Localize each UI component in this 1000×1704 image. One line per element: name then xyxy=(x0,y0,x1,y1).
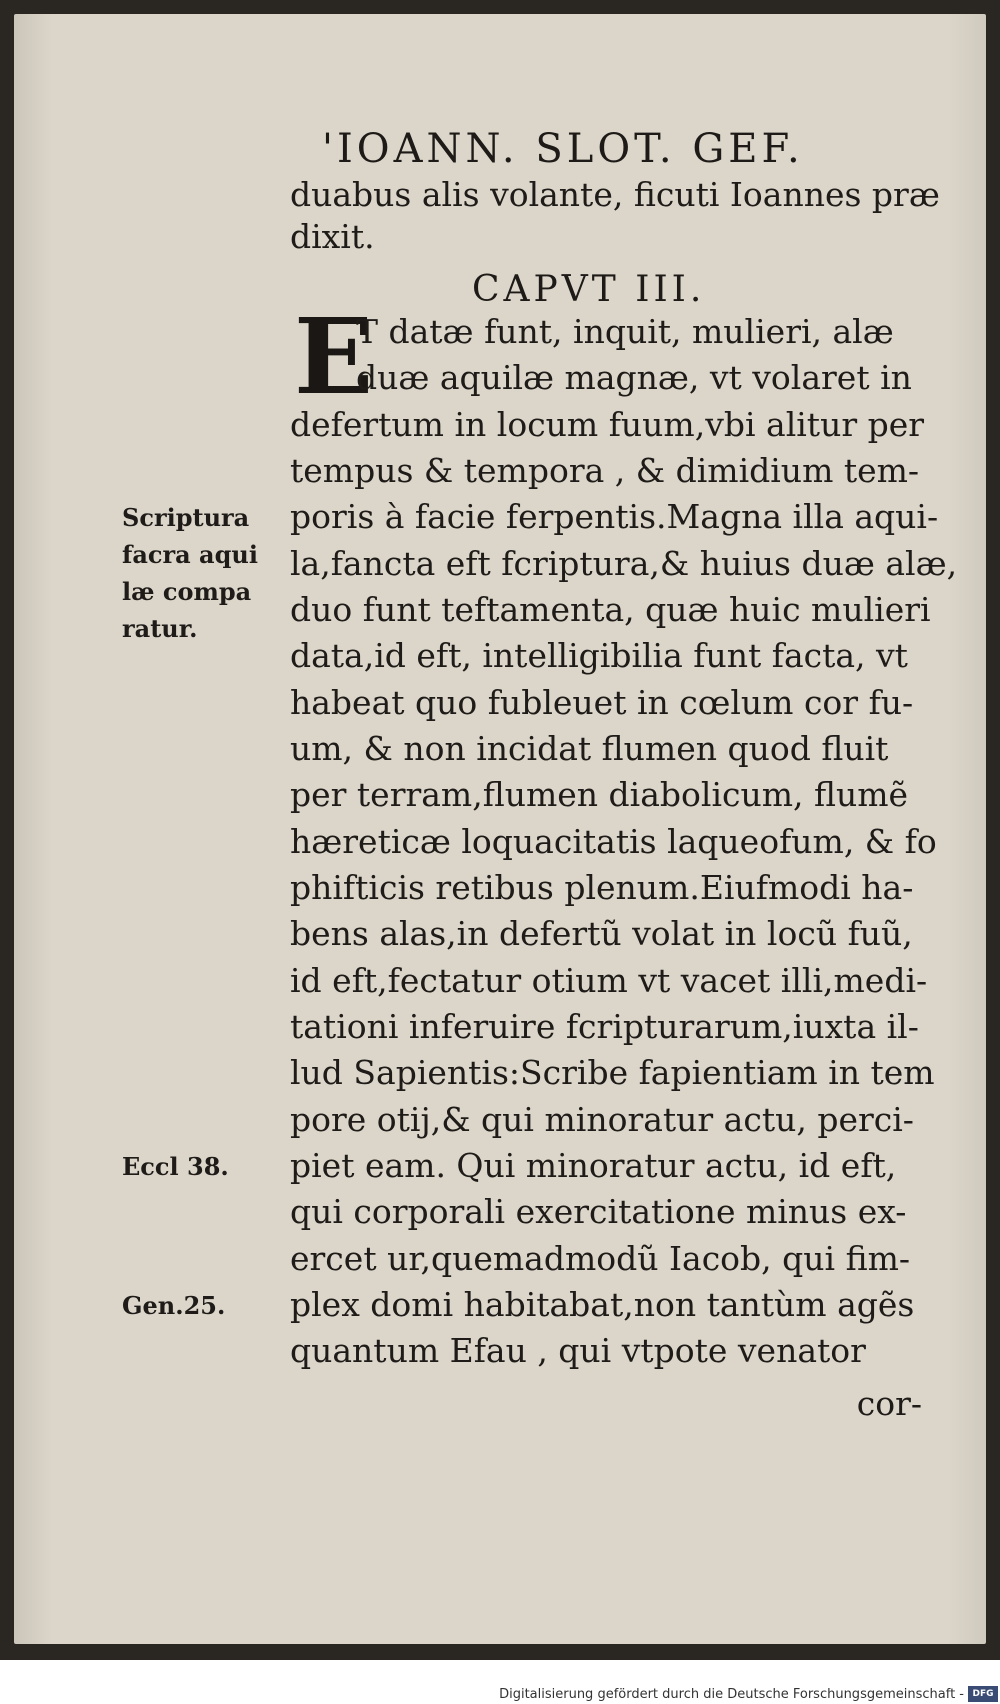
text-line-22: plex domi habitabat,non tantùm agẽs xyxy=(290,1285,915,1324)
text-line-6: la,fancta eft fcriptura,& huius duæ alæ, xyxy=(290,544,958,583)
text-line-21: ercet ur,quemadmodũ Iacob, qui fim- xyxy=(290,1239,911,1278)
text-line-3: defertum in locum fuum,vbi alitur per xyxy=(290,405,925,444)
text-line-12: hæreticæ loquacitatis laqueofum, & fo xyxy=(290,822,937,861)
margin-note-scriptura-3: læ compa xyxy=(122,577,252,606)
text-line-17: lud Sapientis:Scribe fapientiam in tem xyxy=(290,1053,935,1092)
chapter-title: CAPVT III. xyxy=(472,269,706,310)
text-line-19: piet eam. Qui minoratur actu, id eft, xyxy=(290,1146,897,1185)
footer-strip xyxy=(0,1660,1000,1704)
margin-note-scriptura-4: ratur. xyxy=(122,614,198,643)
text-line-1: T datæ funt, inquit, mulieri, alæ xyxy=(356,312,894,351)
text-line-9: habeat quo fubleuet in cœlum cor fu- xyxy=(290,683,914,722)
text-line-pre-2: dixit. xyxy=(290,217,375,256)
footer-credit: Digitalisierung gefördert durch die Deutsche Forschungsgemeinschaft - xyxy=(499,1687,964,1702)
text-line-18: pore otij,& qui minoratur actu, perci- xyxy=(290,1100,914,1139)
text-line-20: qui corporali exercitatione minus ex- xyxy=(290,1192,907,1231)
text-line-14: bens alas,in defertũ volat in locũ fuũ, xyxy=(290,914,913,953)
dfg-logo-icon: DFG xyxy=(968,1686,998,1702)
margin-note-scriptura-2: facra aqui xyxy=(122,540,258,569)
margin-note-gen: Gen.25. xyxy=(122,1291,226,1320)
book-page xyxy=(14,14,986,1644)
text-line-2: duæ aquilæ magnæ, vt volaret in xyxy=(356,358,912,397)
text-line-13: phifticis retibus plenum.Eiufmodi ha- xyxy=(290,868,914,907)
running-head: 'IOANN. SLOT. GEF. xyxy=(322,126,804,172)
text-line-7: duo funt teftamenta, quæ huic mulieri xyxy=(290,590,931,629)
text-line-16: tationi inferuire fcripturarum,iuxta il- xyxy=(290,1007,919,1046)
text-line-4: tempus & tempora , & dimidium tem- xyxy=(290,451,920,490)
text-line-8: data,id eft, intelligibilia funt facta, vt xyxy=(290,636,908,675)
text-line-15: id eft,fectatur otium vt vacet illi,medi- xyxy=(290,961,928,1000)
drop-cap: E xyxy=(294,295,374,418)
text-line-11: per terram,flumen diabolicum, flumẽ xyxy=(290,775,909,814)
text-line-10: um, & non incidat flumen quod fluit xyxy=(290,729,889,768)
margin-note-eccl: Eccl 38. xyxy=(122,1152,229,1181)
text-line-pre-1: duabus alis volante, ficuti Ioannes præ xyxy=(290,175,940,214)
catchword: cor- xyxy=(856,1384,922,1423)
text-line-5: poris à facie ferpentis.Magna illa aqui- xyxy=(290,497,939,536)
text-line-23: quantum Efau , qui vtpote venator xyxy=(290,1331,866,1370)
margin-note-scriptura-1: Scriptura xyxy=(122,503,250,532)
